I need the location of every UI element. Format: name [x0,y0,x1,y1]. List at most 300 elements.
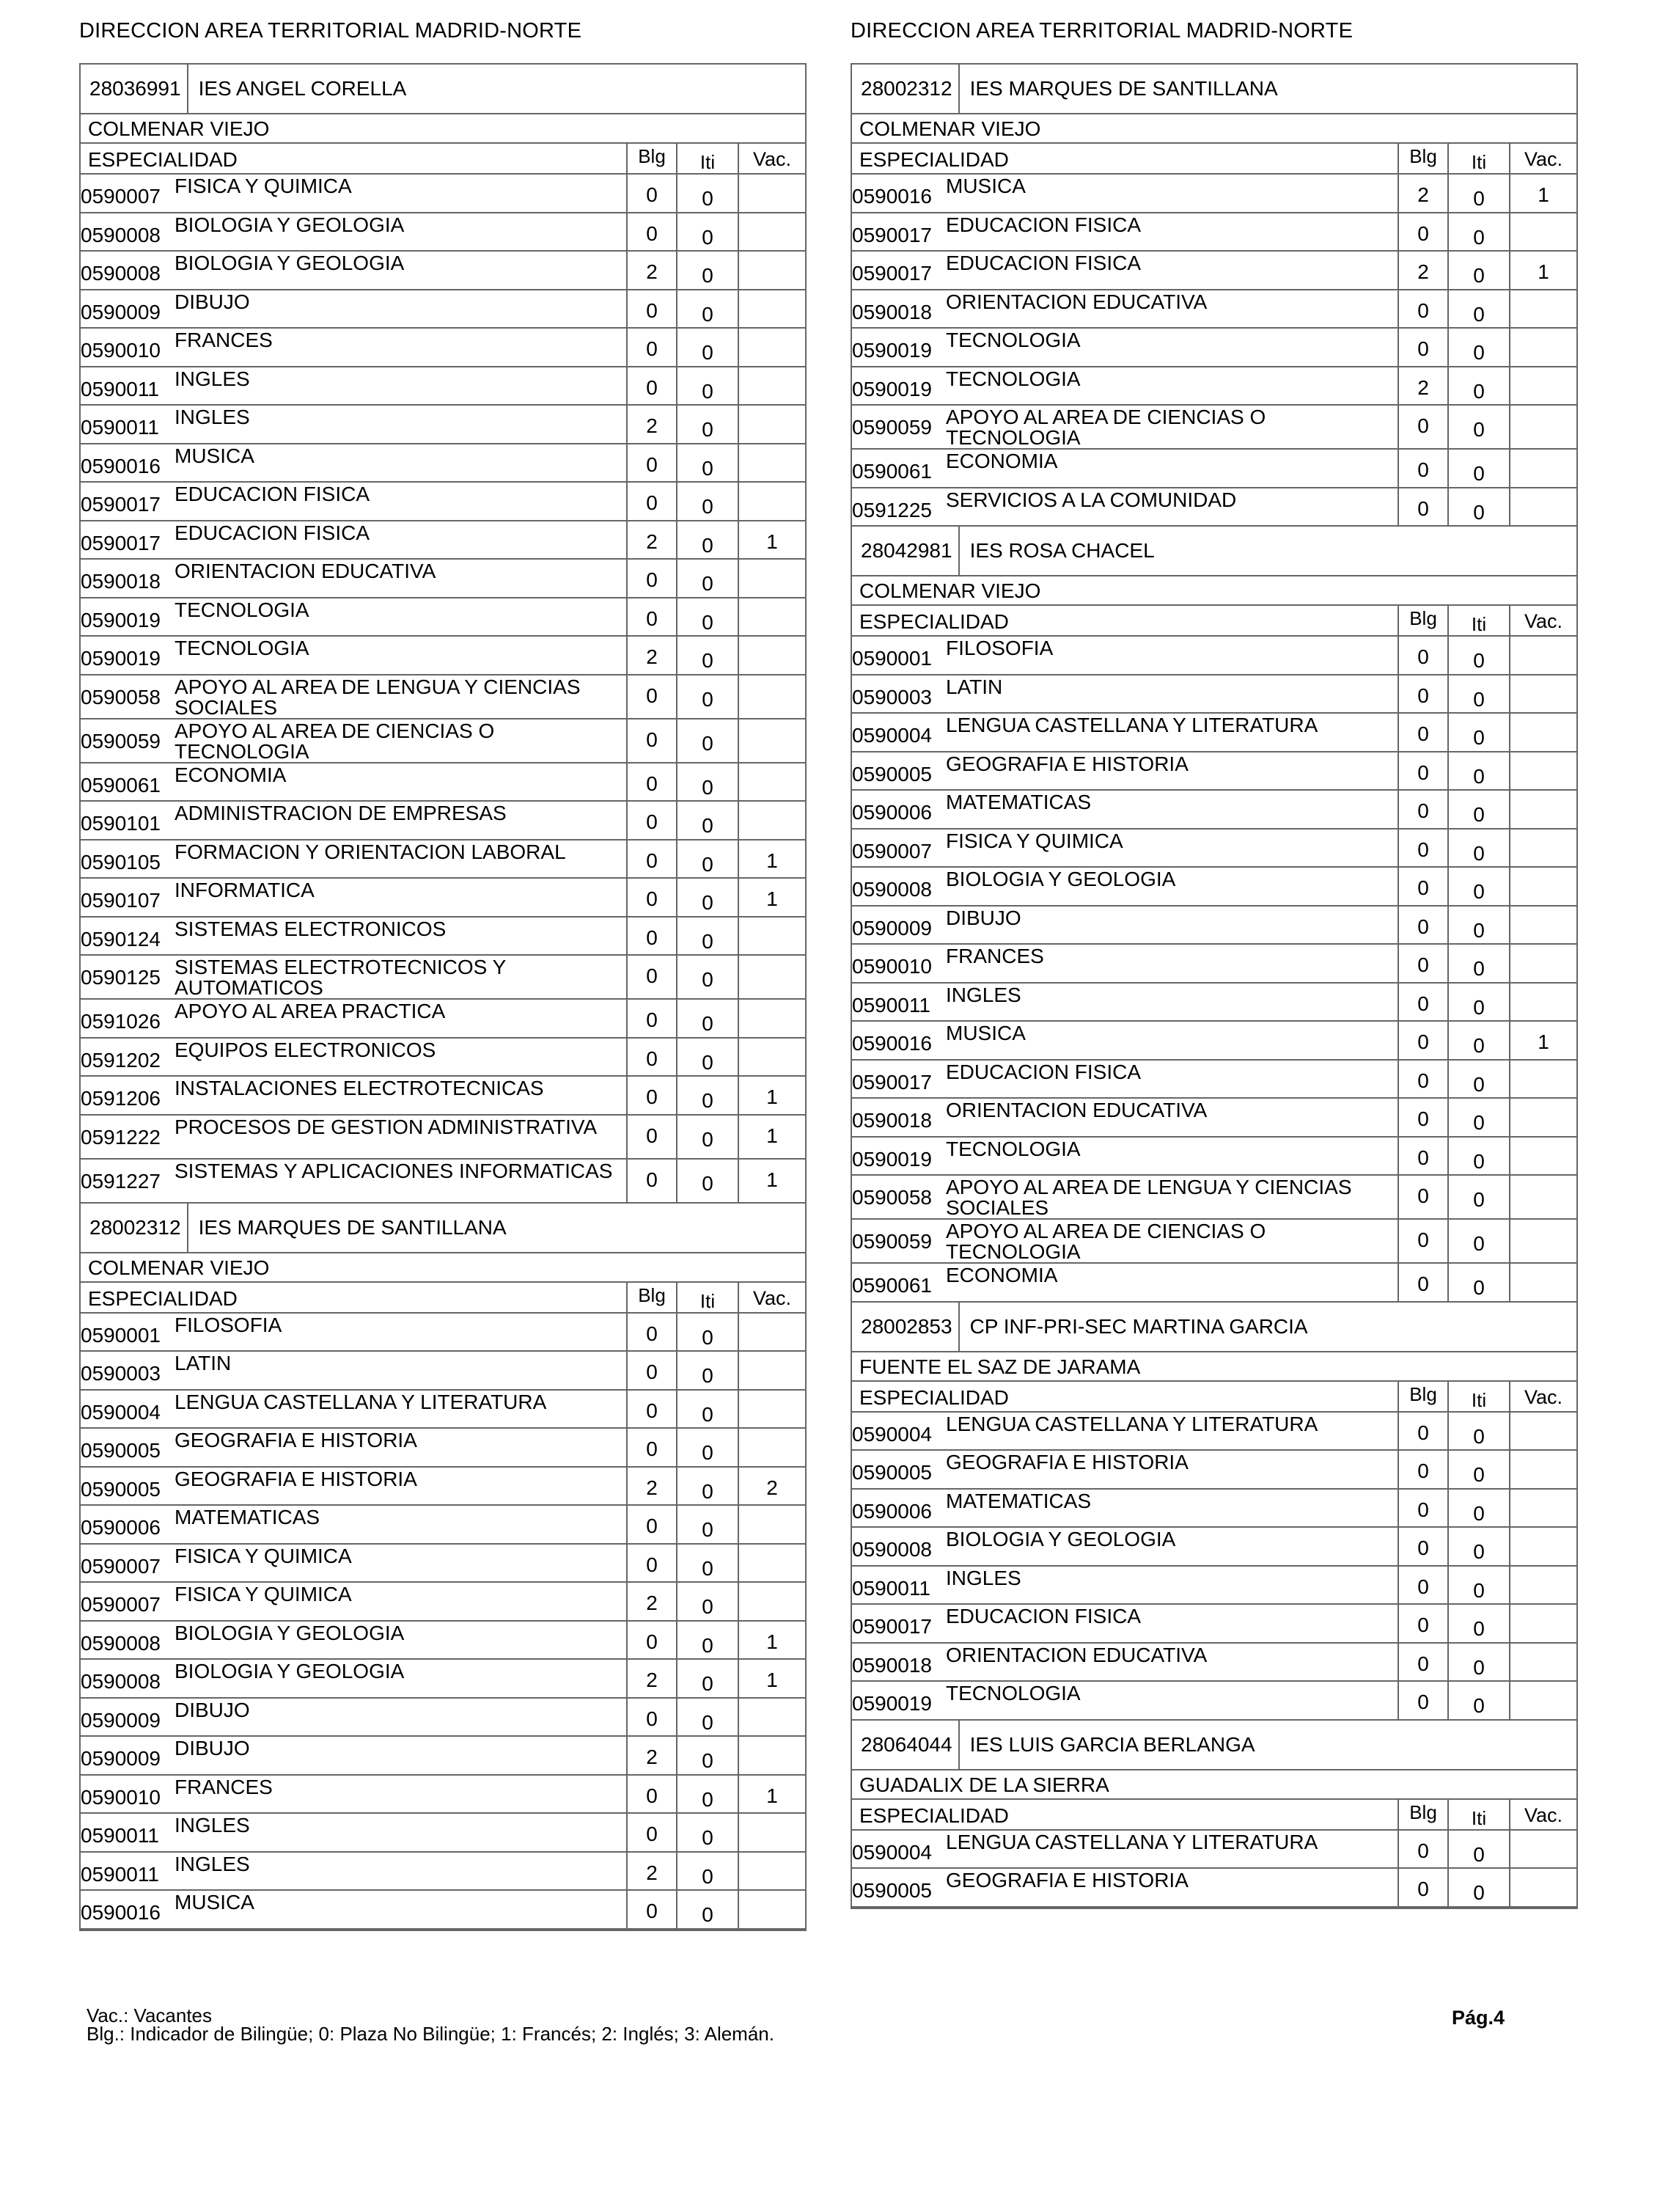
table-row [81,175,805,213]
especialidad-cell [81,1391,628,1428]
table-row [81,560,805,598]
especialidad-cell [81,1660,628,1697]
iti-value: 0 [1449,329,1510,366]
especialidad-name: TECNOLOGIA [175,598,309,621]
header-vac: Vac. [752,148,792,170]
especialidad-cell [81,841,628,878]
vac-value [739,763,805,801]
vac-value [739,290,805,328]
iti-value: 0 [677,675,739,718]
table-row [81,1391,805,1429]
blg-value: 0 [628,1622,677,1659]
blg-value: 0 [628,367,677,405]
blg-value: 0 [628,1000,677,1037]
vac-value [1510,868,1576,905]
table-row [81,918,805,956]
vac-value [739,444,805,482]
iti-value: 0 [1449,752,1510,790]
header-iti: Iti [1449,606,1510,635]
especialidad-cell [81,1622,628,1659]
iti-value: 0 [1449,252,1510,289]
especialidad-cell [852,868,1399,905]
especialidad-cell [81,956,628,998]
vac-value [1510,830,1576,867]
blg-value: 0 [1399,290,1449,328]
table-row [852,945,1576,984]
table-row [852,1644,1576,1682]
especialidad-name: INGLES [946,983,1021,1006]
especialidad-code: 0590009 [81,1747,161,1770]
vac-value [1510,752,1576,790]
iti-value: 0 [1449,1528,1510,1565]
especialidad-name: LATIN [946,675,1003,698]
blg-value: 0 [1399,213,1449,251]
especialidad-cell [852,1490,1399,1527]
column-header-row [81,1283,805,1314]
especialidad-name: ORIENTACION EDUCATIVA [946,290,1208,313]
especialidad-cell [81,1814,628,1851]
especialidad-name: BIOLOGIA Y GEOLOGIA [946,868,1176,890]
especialidad-name: MUSICA [175,444,254,467]
right-table [851,63,1578,1909]
especialidad-cell [81,1699,628,1736]
table-row [852,175,1576,213]
blg-value: 0 [1399,1605,1449,1642]
especialidad-cell [852,175,1399,212]
especialidad-cell [81,521,628,559]
center-code: 28036991 [81,65,188,113]
especialidad-code: 0590003 [852,685,933,708]
especialidad-code: 0591222 [81,1125,161,1149]
vac-value [739,252,805,289]
town-name: COLMENAR VIEJO [852,114,1576,144]
iti-value: 0 [1449,290,1510,328]
table-row [852,488,1576,527]
especialidad-cell [81,1429,628,1466]
especialidad-cell [852,752,1399,790]
town-name: FUENTE EL SAZ DE JARAMA [852,1352,1576,1382]
blg-value: 0 [1399,1099,1449,1136]
vac-value [1510,791,1576,828]
town-name: COLMENAR VIEJO [81,114,805,144]
iti-value: 0 [1449,1138,1510,1175]
table-row [852,406,1576,450]
center-header [852,65,1576,114]
especialidad-code: 0590061 [852,1274,933,1297]
blg-value: 0 [628,1506,677,1543]
table-row [852,252,1576,290]
table-row [852,1528,1576,1567]
header-iti: Iti [1449,1382,1510,1411]
iti-value: 0 [677,406,739,443]
table-row [81,483,805,521]
center-header [81,1204,805,1253]
especialidad-name: DIBUJO [175,1737,250,1759]
blg-value: 0 [628,175,677,212]
especialidad-cell [81,1545,628,1582]
blg-value: 2 [628,637,677,674]
especialidad-name: GEOGRAFIA E HISTORIA [175,1429,417,1451]
especialidad-code: 0590058 [852,1186,933,1209]
especialidad-name: BIOLOGIA Y GEOLOGIA [175,252,405,274]
iti-value: 0 [1449,714,1510,751]
especialidad-code: 0590001 [852,647,933,670]
table-row [81,444,805,483]
especialidad-cell [81,1000,628,1037]
iti-value: 0 [677,290,739,328]
iti-value: 0 [677,841,739,878]
especialidad-cell [81,213,628,251]
header-iti: Iti [677,1283,739,1312]
especialidad-name: EQUIPOS ELECTRONICOS [175,1038,436,1061]
vac-value [739,1391,805,1428]
blg-value: 0 [628,598,677,636]
column-header-row [852,144,1576,175]
page-number: Pág.4 [1452,2007,1505,2029]
iti-value: 0 [1449,984,1510,1021]
especialidad-code: 0590010 [81,1785,161,1809]
blg-value: 0 [1399,1220,1449,1262]
especialidad-name: GEOGRAFIA E HISTORIA [946,752,1189,775]
especialidad-code: 0590017 [81,531,161,554]
header-especialidad: ESPECIALIDAD [852,1382,1399,1411]
table-row [81,1545,805,1583]
especialidad-code: 0590018 [852,1653,933,1677]
especialidad-cell [852,450,1399,487]
especialidad-cell [81,1583,628,1620]
header-blg: Blg [1399,1800,1449,1829]
table-row [81,1506,805,1545]
vac-value [739,1000,805,1037]
especialidad-code: 0590006 [852,1499,933,1523]
vac-value [739,406,805,443]
vac-value: 1 [1538,260,1549,283]
table-row [81,675,805,719]
center-header [852,1303,1576,1352]
town-name: GUADALIX DE LA SIERRA [852,1770,1576,1800]
especialidad-name: EDUCACION FISICA [946,252,1142,274]
especialidad-code: 0590017 [852,1615,933,1638]
table-row [81,1660,805,1699]
table-row [81,1352,805,1391]
especialidad-cell [852,830,1399,867]
blg-value: 0 [1399,450,1449,487]
especialidad-code: 0590007 [852,839,933,863]
especialidad-code: 0590125 [81,966,161,989]
iti-value: 0 [1449,1869,1510,1906]
especialidad-name: INGLES [175,367,250,390]
table-row [852,367,1576,406]
vac-value: 1 [766,530,778,553]
iti-value: 0 [677,521,739,559]
especialidad-name: MATEMATICAS [946,1489,1092,1512]
especialidad-cell [81,1077,628,1114]
iti-value: 0 [677,1352,739,1389]
header-especialidad: ESPECIALIDAD [81,144,628,173]
especialidad-name: FILOSOFIA [946,637,1054,659]
especialidad-name: GEOGRAFIA E HISTORIA [946,1451,1189,1473]
vac-value [739,1583,805,1620]
iti-value: 0 [1449,450,1510,487]
especialidad-code: 0590009 [81,300,161,323]
blg-value: 0 [1399,1022,1449,1059]
blg-value: 0 [1399,675,1449,713]
town-name: COLMENAR VIEJO [852,576,1576,606]
left-table [79,63,807,1931]
blg-value: 2 [628,1468,677,1505]
vac-value [1510,488,1576,526]
header-vac: Vac. [1524,1803,1563,1826]
table-row [81,1814,805,1853]
iti-value: 0 [1449,1099,1510,1136]
especialidad-cell [81,719,628,762]
iti-value: 0 [677,1160,739,1202]
blg-value: 0 [628,1545,677,1582]
table-row [852,1220,1576,1264]
vac-value [739,719,805,762]
vac-value [739,956,805,998]
table-row [81,841,805,879]
center-code: 28002312 [81,1204,188,1252]
blg-value: 0 [628,802,677,839]
blg-value: 0 [628,956,677,998]
especialidad-code: 0590007 [81,1554,161,1578]
especialidad-name: EDUCACION FISICA [946,1060,1142,1083]
center-header [852,527,1576,576]
blg-value: 2 [628,406,677,443]
iti-value: 0 [1449,907,1510,944]
table-row [852,1061,1576,1099]
especialidad-name: BIOLOGIA Y GEOLOGIA [946,1528,1176,1550]
header-vac: Vac. [1524,610,1563,632]
especialidad-code: 0590011 [81,377,159,400]
vac-value [1510,367,1576,405]
blg-value: 0 [1399,1644,1449,1681]
especialidad-cell [852,1138,1399,1175]
iti-value: 0 [677,1660,739,1697]
center-name: CP INF-PRI-SEC MARTINA GARCIA [969,1314,1308,1338]
vac-value [739,367,805,405]
especialidad-cell [852,329,1399,366]
especialidad-cell [852,1451,1399,1488]
especialidad-name: ADMINISTRACION DE EMPRESAS [175,802,507,824]
header-blg: Blg [1399,144,1449,173]
especialidad-code: 0590005 [852,1461,933,1484]
blg-value: 0 [628,719,677,762]
center-name: IES ROSA CHACEL [969,539,1155,562]
vac-value [1510,1176,1576,1218]
center-name: IES MARQUES DE SANTILLANA [198,1215,507,1239]
especialidad-code: 0590011 [852,993,930,1017]
especialidad-code: 0590006 [81,1516,161,1539]
left-header: DIRECCION AREA TERRITORIAL MADRID-NORTE [79,19,582,43]
blg-value: 2 [628,1660,677,1697]
vac-value [739,175,805,212]
especialidad-name: APOYO AL AREA DE CIENCIAS O TECNOLOGIA [175,719,495,763]
especialidad-name: TECNOLOGIA [946,367,1081,390]
table-row [81,1776,805,1814]
especialidad-code: 0590007 [81,1593,161,1616]
especialidad-name: SISTEMAS ELECTRONICOS [175,917,447,940]
vac-value: 1 [766,1168,778,1191]
especialidad-name: INGLES [175,406,250,428]
center-name: IES LUIS GARCIA BERLANGA [969,1732,1255,1756]
iti-value: 0 [677,1737,739,1774]
especialidad-code: 0590011 [81,1824,159,1847]
iti-value: 0 [1449,1644,1510,1681]
blg-value: 0 [1399,1831,1449,1868]
table-row [81,763,805,802]
blg-value: 0 [628,1352,677,1389]
table-row [81,1891,805,1930]
legend-bilingue: Blg.: Indicador de Bilingüe; 0: Plaza No Bilingüe; 1: Francés; 2: Inglés; 3: Alemán. [87,2023,774,2045]
footer-legend [87,2004,774,2045]
header-vac: Vac. [752,1286,792,1309]
especialidad-name: TECNOLOGIA [946,1137,1081,1160]
table-row [852,714,1576,752]
table-row [852,329,1576,367]
iti-value: 0 [677,213,739,251]
table-row [81,956,805,1000]
especialidad-cell [81,1776,628,1813]
iti-value: 0 [1449,637,1510,674]
table-row [852,637,1576,675]
blg-value: 0 [1399,637,1449,674]
iti-value: 0 [1449,1605,1510,1642]
vac-value [739,598,805,636]
especialidad-cell [852,488,1399,526]
iti-value: 0 [677,1077,739,1114]
especialidad-name: DIBUJO [175,1698,250,1721]
vac-value [739,1814,805,1851]
especialidad-name: APOYO AL AREA DE LENGUA Y CIENCIAS SOCIALES [175,675,581,719]
blg-value: 0 [628,1391,677,1428]
table-row [852,1451,1576,1490]
table-row [852,1682,1576,1721]
blg-value: 0 [1399,1682,1449,1719]
table-row [81,802,805,841]
table-row [852,213,1576,252]
especialidad-cell [852,1869,1399,1906]
iti-value: 0 [677,1545,739,1582]
iti-value: 0 [1449,868,1510,905]
vac-value [1510,1528,1576,1565]
especialidad-code: 0591225 [852,498,933,521]
blg-value: 0 [1399,984,1449,1021]
especialidad-cell [852,1099,1399,1136]
blg-value: 0 [1399,945,1449,982]
especialidad-code: 0590005 [852,762,933,785]
especialidad-code: 0590019 [852,377,933,400]
vac-value [1510,1061,1576,1098]
vac-value [1510,637,1576,674]
especialidad-name: INGLES [175,1814,250,1836]
iti-value: 0 [677,918,739,955]
table-row [852,1138,1576,1176]
blg-value: 0 [628,1314,677,1351]
table-row [81,1000,805,1039]
blg-value: 0 [628,1776,677,1813]
iti-value: 0 [677,1314,739,1351]
especialidad-name: BIOLOGIA Y GEOLOGIA [175,1660,405,1682]
especialidad-code: 0590061 [81,773,161,796]
table-row [852,830,1576,868]
vac-value [739,1039,805,1076]
especialidad-code: 0590107 [81,889,161,912]
especialidad-cell [852,406,1399,448]
especialidad-name: TECNOLOGIA [946,329,1081,351]
vac-value [739,329,805,366]
especialidad-name: EDUCACION FISICA [175,521,370,544]
iti-value: 0 [677,175,739,212]
especialidad-cell [852,367,1399,405]
iti-value: 0 [1449,945,1510,982]
vac-value [739,1699,805,1736]
table-row [81,213,805,252]
table-row [852,752,1576,791]
table-row [81,521,805,560]
blg-value: 0 [1399,1413,1449,1450]
especialidad-code: 0590017 [852,223,933,246]
iti-value: 0 [1449,1022,1510,1059]
blg-value: 2 [628,1853,677,1890]
especialidad-name: APOYO AL AREA DE CIENCIAS O TECNOLOGIA [946,406,1266,449]
iti-value: 0 [677,1583,739,1620]
center-code: 28002853 [852,1303,960,1351]
table-row [852,907,1576,945]
vac-value [739,1853,805,1890]
especialidad-name: EDUCACION FISICA [946,213,1142,236]
vac-value [739,1545,805,1582]
vac-value [1510,1644,1576,1681]
table-row [81,1737,805,1776]
vac-value [739,1314,805,1351]
especialidad-code: 0590018 [81,570,161,593]
especialidad-cell [852,984,1399,1021]
iti-value: 0 [1449,1490,1510,1527]
especialidad-cell [81,918,628,955]
center-code: 28002312 [852,65,960,113]
blg-value: 0 [628,1891,677,1928]
blg-value: 2 [628,252,677,289]
blg-value: 0 [628,841,677,878]
iti-value: 0 [1449,1220,1510,1262]
especialidad-code: 0590017 [81,493,161,516]
blg-value: 0 [628,763,677,801]
header-especialidad: ESPECIALIDAD [81,1283,628,1312]
center-header [81,65,805,114]
blg-value: 0 [628,560,677,597]
vac-value [1510,329,1576,366]
especialidad-cell [852,1644,1399,1681]
especialidad-code: 0590004 [852,1422,933,1446]
especialidad-code: 0590061 [852,460,933,483]
blg-value: 0 [628,1814,677,1851]
header-vac: Vac. [1524,148,1563,170]
table-row [81,406,805,444]
table-row [852,791,1576,830]
especialidad-code: 0591202 [81,1048,161,1072]
table-row [81,1039,805,1077]
iti-value: 0 [677,1814,739,1851]
vac-value [739,483,805,520]
especialidad-code: 0590005 [81,1477,161,1501]
vac-value: 1 [1538,1030,1549,1053]
especialidad-cell [81,1352,628,1389]
blg-value: 0 [1399,1528,1449,1565]
iti-value: 0 [1449,675,1510,713]
iti-value: 0 [677,252,739,289]
